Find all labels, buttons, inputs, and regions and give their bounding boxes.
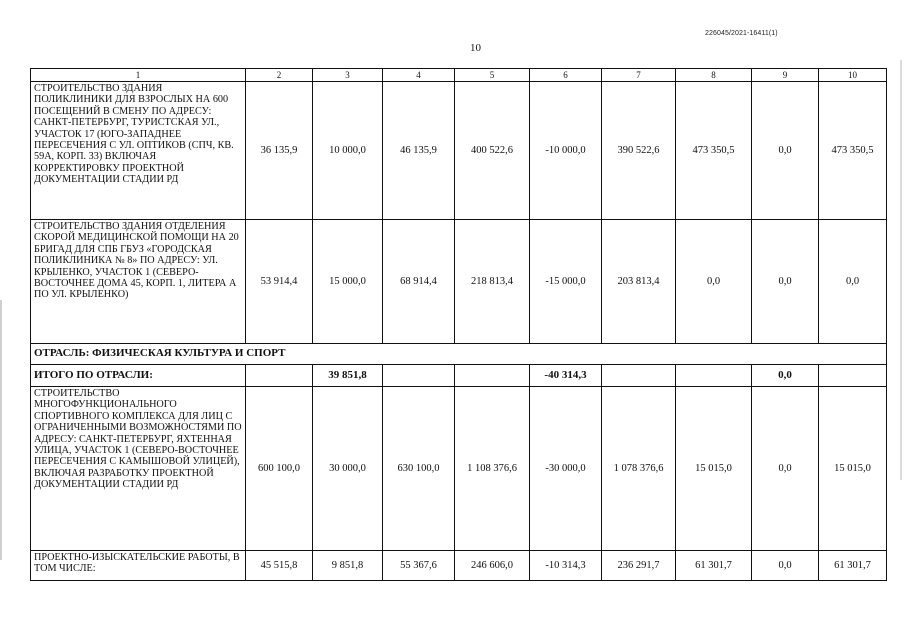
total-col8: [676, 365, 752, 387]
col-num-3: 3: [313, 69, 383, 82]
cell-col3: 10 000,0: [313, 82, 383, 220]
total-row: [31, 365, 887, 387]
section-row: [31, 344, 887, 365]
cell-col9: 0,0: [752, 551, 819, 581]
column-number-row: [31, 69, 887, 82]
cell-col2: 36 135,9: [246, 82, 313, 220]
total-col9: 0,0: [752, 365, 819, 387]
col-num-5: 5: [455, 69, 530, 82]
cell-col7: 236 291,7: [602, 551, 676, 581]
cell-col6: -30 000,0: [530, 387, 602, 551]
cell-col5: 1 108 376,6: [455, 387, 530, 551]
scan-edge-right: [900, 60, 902, 480]
document-number: 226045/2021-16411(1): [705, 30, 778, 37]
col-num-10: 10: [819, 69, 887, 82]
cell-col9: 0,0: [752, 220, 819, 344]
cell-col9: 0,0: [752, 387, 819, 551]
cell-col3: 15 000,0: [313, 220, 383, 344]
table-row: [31, 82, 887, 220]
cell-col8: 61 301,7: [676, 551, 752, 581]
col-num-7: 7: [602, 69, 676, 82]
total-col5: [455, 365, 530, 387]
cell-col10: 61 301,7: [819, 551, 887, 581]
cell-col7: 1 078 376,6: [602, 387, 676, 551]
cell-col8: 0,0: [676, 220, 752, 344]
cell-col2: 45 515,8: [246, 551, 313, 581]
cell-col10: 0,0: [819, 220, 887, 344]
cell-col10: 473 350,5: [819, 82, 887, 220]
cell-col7: 203 813,4: [602, 220, 676, 344]
cell-col4: 630 100,0: [383, 387, 455, 551]
cell-col2: 600 100,0: [246, 387, 313, 551]
budget-table: [30, 68, 887, 581]
total-col4: [383, 365, 455, 387]
total-col2: [246, 365, 313, 387]
cell-col6: -15 000,0: [530, 220, 602, 344]
col-num-9: 9: [752, 69, 819, 82]
cell-col7: 390 522,6: [602, 82, 676, 220]
cell-col9: 0,0: [752, 82, 819, 220]
cell-col3: 30 000,0: [313, 387, 383, 551]
table-row: [31, 551, 887, 581]
cell-col4: 68 914,4: [383, 220, 455, 344]
total-col6: -40 314,3: [530, 365, 602, 387]
total-col10: [819, 365, 887, 387]
cell-col4: 55 367,6: [383, 551, 455, 581]
cell-col10: 15 015,0: [819, 387, 887, 551]
total-label: ИТОГО ПО ОТРАСЛИ:: [31, 365, 246, 387]
section-title: ОТРАСЛЬ: ФИЗИЧЕСКАЯ КУЛЬТУРА И СПОРТ: [31, 344, 887, 365]
col-num-1: 1: [31, 69, 246, 82]
cell-col2: 53 914,4: [246, 220, 313, 344]
total-col3: 39 851,8: [313, 365, 383, 387]
scan-edge-left: [0, 300, 2, 560]
total-col7: [602, 365, 676, 387]
cell-col4: 46 135,9: [383, 82, 455, 220]
page-number: 10: [470, 42, 481, 54]
row-name: СТРОИТЕЛЬСТВО МНОГОФУНКЦИОНАЛЬНОГО СПОРТИВНОГО КОМПЛЕКСА ДЛЯ ЛИЦ С ОГРАНИЧЕННЫМИ ВОЗМОЖНОСТЯМИ ПО АДРЕСУ: САНКТ-ПЕТЕРБУРГ, ЯХТЕННАЯ УЛИЦА, УЧАСТОК 1 (СЕВЕРО-ВОСТОЧНЕЕ ПЕРЕСЕЧЕНИЯ С КАМЫШОВОЙ УЛИЦЕЙ), ВКЛЮЧАЯ РАЗРАБОТКУ ПРОЕКТНОЙ ДОКУМЕНТАЦИИ СТАДИИ РД: [31, 387, 246, 551]
cell-col6: -10 314,3: [530, 551, 602, 581]
row-name: ПРОЕКТНО-ИЗЫСКАТЕЛЬСКИЕ РАБОТЫ, В ТОМ ЧИСЛЕ:: [31, 551, 246, 581]
cell-col8: 15 015,0: [676, 387, 752, 551]
table-row: [31, 387, 887, 551]
row-name: СТРОИТЕЛЬСТВО ЗДАНИЯ ПОЛИКЛИНИКИ ДЛЯ ВЗРОСЛЫХ НА 600 ПОСЕЩЕНИЙ В СМЕНУ ПО АДРЕСУ: САНКТ-ПЕТЕРБУРГ, ТУРИСТСКАЯ УЛ., УЧАСТОК 17 (ЮГО-ЗАПАДНЕЕ ПЕРЕСЕЧЕНИЯ С УЛ. ОПТИКОВ (СПЧ, КВ. 59А, КОРП. 33) ВКЛЮЧАЯ КОРРЕКТИРОВКУ ПРОЕКТНОЙ ДОКУМЕНТАЦИИ СТАДИИ РД: [31, 82, 246, 220]
table-row: [31, 220, 887, 344]
col-num-2: 2: [246, 69, 313, 82]
cell-col6: -10 000,0: [530, 82, 602, 220]
cell-col5: 218 813,4: [455, 220, 530, 344]
col-num-8: 8: [676, 69, 752, 82]
col-num-6: 6: [530, 69, 602, 82]
row-name: СТРОИТЕЛЬСТВО ЗДАНИЯ ОТДЕЛЕНИЯ СКОРОЙ МЕДИЦИНСКОЙ ПОМОЩИ НА 20 БРИГАД ДЛЯ СПБ ГБУЗ «ГОРОДСКАЯ ПОЛИКЛИНИКА № 8» ПО АДРЕСУ: УЛ. КРЫЛЕНКО, УЧАСТОК 1 (СЕВЕРО-ВОСТОЧНЕЕ ДОМА 45, КОРП. 1, ЛИТЕРА А ПО УЛ. КРЫЛЕНКО): [31, 220, 246, 344]
cell-col5: 400 522,6: [455, 82, 530, 220]
cell-col5: 246 606,0: [455, 551, 530, 581]
cell-col8: 473 350,5: [676, 82, 752, 220]
cell-col3: 9 851,8: [313, 551, 383, 581]
col-num-4: 4: [383, 69, 455, 82]
